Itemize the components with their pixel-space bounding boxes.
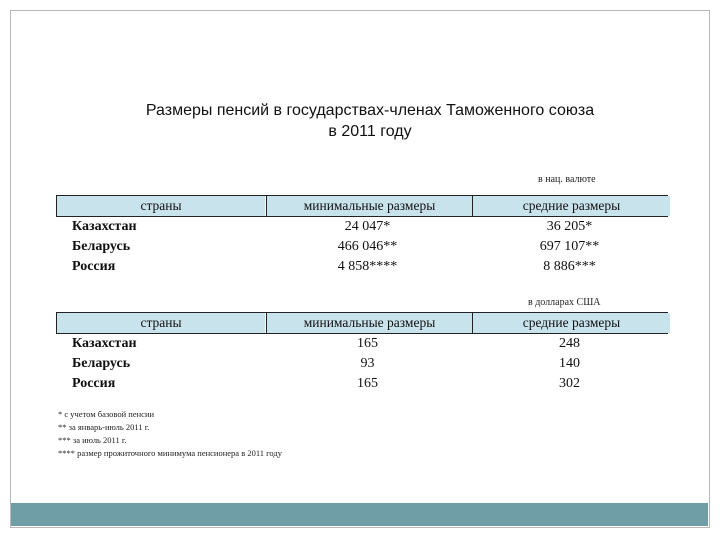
- slide-subtitle: в 2011 году: [328, 123, 412, 140]
- footnote: *** за июль 2011 г.: [58, 435, 127, 445]
- table-national-currency: [56, 195, 668, 277]
- table-row: [56, 237, 668, 257]
- table2-header-avg: средние размеры: [472, 313, 670, 333]
- row-avg-value: 8 886***: [543, 259, 596, 274]
- row-country: Россия: [72, 376, 116, 391]
- table2-header-row: [56, 312, 668, 334]
- footnote: ** за январь-июль 2011 г.: [58, 422, 150, 432]
- slide-bottom-bar: [11, 503, 708, 526]
- table1-unit-label: в нац. валюте: [538, 174, 596, 185]
- table-row: [56, 354, 668, 374]
- row-min-value: 24 047*: [344, 219, 391, 234]
- table1-header-row: [56, 195, 668, 217]
- row-country: Казахстан: [72, 336, 137, 351]
- row-min-value: 4 858****: [337, 259, 398, 274]
- row-avg-value: 36 205*: [546, 219, 593, 234]
- footnote: **** размер прожиточного минимума пенсионера в 2011 году: [58, 448, 283, 458]
- row-country: Беларусь: [72, 239, 131, 254]
- row-min-value: 93: [360, 356, 375, 371]
- table2-header-country: страны: [57, 313, 265, 333]
- table1-header-country: страны: [57, 196, 265, 216]
- table-usd: [56, 312, 668, 394]
- table-row: [56, 217, 668, 237]
- row-avg-value: 697 107**: [539, 239, 600, 254]
- table-row: [56, 334, 668, 354]
- table2-unit-label: в долларах США: [528, 297, 601, 308]
- row-country: Казахстан: [72, 219, 137, 234]
- footnotes: [58, 408, 282, 460]
- row-avg-value: 140: [559, 356, 580, 371]
- table-row: [56, 374, 668, 394]
- row-country: Беларусь: [72, 356, 131, 371]
- row-country: Россия: [72, 259, 116, 274]
- row-min-value: 165: [357, 376, 378, 391]
- row-min-value: 165: [357, 336, 378, 351]
- table2-header-min: минимальные размеры: [266, 313, 472, 333]
- slide-title: Размеры пенсий в государствах-членах Таможенного союза: [145, 102, 595, 119]
- table1-header-min: минимальные размеры: [266, 196, 472, 216]
- row-avg-value: 302: [559, 376, 580, 391]
- table-row: [56, 257, 668, 277]
- table1-header-avg: средние размеры: [472, 196, 670, 216]
- row-avg-value: 248: [559, 336, 580, 351]
- footnote: * с учетом базовой пенсии: [58, 409, 155, 419]
- row-min-value: 466 046**: [337, 239, 398, 254]
